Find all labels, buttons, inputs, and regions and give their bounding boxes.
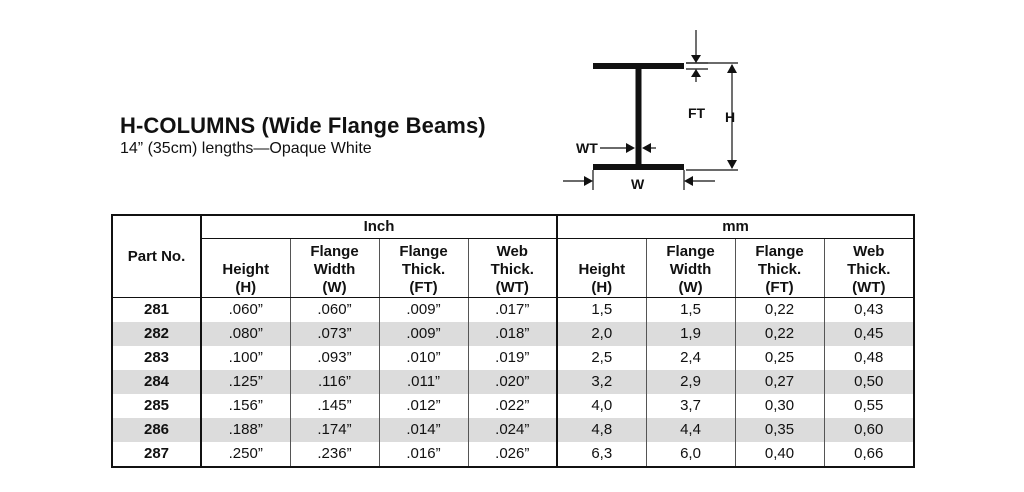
column-header-line: (FT) [409,279,438,296]
wt-label: WT [576,140,598,156]
mm-value-cell: 4,4 [646,418,735,442]
h-label: H [725,109,736,125]
mm-value-cell: 1,9 [646,322,735,346]
column-header-line: Width [313,261,356,278]
mm-group-header: mm [557,215,914,239]
inch-value-cell: .093” [290,346,379,370]
mm-value-cell: 0,45 [824,322,914,346]
inch-value-cell: .018” [468,322,557,346]
w-label: W [631,176,645,192]
column-header-line: (WT) [852,279,886,296]
inch-value-cell: .080” [201,322,290,346]
inch-value-cell: .026” [468,442,557,467]
column-header-line: (H) [235,279,257,296]
inch-value-cell: .009” [379,322,468,346]
column-header-line: (W) [322,279,347,296]
inch-value-cell: .024” [468,418,557,442]
inch-value-cell: .012” [379,394,468,418]
mm-value-cell: 1,5 [557,298,646,323]
part-number-cell: 284 [112,370,201,394]
column-header-line: Flange [666,243,715,260]
column-header-mm-3 [824,239,914,298]
column-header-line: Height [222,261,270,278]
mm-value-cell: 0,25 [735,346,824,370]
part-number-cell: 285 [112,394,201,418]
mm-value-cell: 4,8 [557,418,646,442]
top-flange [593,63,684,69]
mm-value-cell: 0,48 [824,346,914,370]
page-subtitle: 14” (35cm) lengths—Opaque White [120,140,372,157]
mm-value-cell: 3,2 [557,370,646,394]
column-header-line: Web [496,243,528,260]
mm-value-cell: 2,5 [557,346,646,370]
inch-value-cell: .010” [379,346,468,370]
column-header-line: Thick. [490,261,534,278]
column-header-line: Thick. [401,261,446,278]
column-header-line: Flange [399,243,448,260]
column-header-line: Width [669,261,712,278]
inch-value-cell: .016” [379,442,468,467]
table-row [112,370,914,394]
mm-value-cell: 0,43 [824,298,914,323]
mm-value-cell: 2,4 [646,346,735,370]
h-column-diagram [560,25,760,205]
inch-value-cell: .011” [379,370,468,394]
inch-value-cell: .073” [290,322,379,346]
mm-value-cell: 2,9 [646,370,735,394]
column-header-line: Height [578,261,626,278]
inch-value-cell: .014” [379,418,468,442]
column-header-line: (FT) [765,279,794,296]
mm-value-cell: 0,40 [735,442,824,467]
inch-value-cell: .145” [290,394,379,418]
part-number-cell: 286 [112,418,201,442]
column-header-mm-0 [557,239,646,298]
ft-label: FT [688,105,706,121]
table-row [112,442,914,467]
inch-value-cell: .060” [290,298,379,323]
mm-value-cell: 2,0 [557,322,646,346]
column-header-line: Flange [310,243,359,260]
column-header-line: Flange [755,243,804,260]
mm-value-cell: 0,66 [824,442,914,467]
mm-value-cell: 0,22 [735,298,824,323]
inch-value-cell: .060” [201,298,290,323]
inch-value-cell: .020” [468,370,557,394]
column-header-mm-2 [735,239,824,298]
part-number-cell: 282 [112,322,201,346]
inch-value-cell: .236” [290,442,379,467]
table-row [112,418,914,442]
inch-value-cell: .156” [201,394,290,418]
column-header-inch-1 [290,239,379,298]
inch-value-cell: .174” [290,418,379,442]
column-header-mm-1 [646,239,735,298]
mm-value-cell: 4,0 [557,394,646,418]
inch-value-cell: .250” [201,442,290,467]
inch-value-cell: .188” [201,418,290,442]
column-header-line: (W) [678,279,703,296]
part-number-cell: 287 [112,442,201,467]
web [636,69,642,164]
specs-table [111,214,915,468]
column-header-line: Thick. [757,261,802,278]
inch-group-header: Inch [201,215,557,239]
mm-value-cell: 0,27 [735,370,824,394]
part-no-header: Part No. [112,215,201,298]
page-title: H-COLUMNS (Wide Flange Beams) [120,113,486,138]
inch-value-cell: .019” [468,346,557,370]
mm-value-cell: 0,55 [824,394,914,418]
mm-value-cell: 0,50 [824,370,914,394]
column-header-line: Web [853,243,885,260]
mm-value-cell: 0,22 [735,322,824,346]
mm-value-cell: 0,60 [824,418,914,442]
inch-value-cell: .100” [201,346,290,370]
column-header-line: (WT) [495,279,529,296]
column-header-inch-3 [468,239,557,298]
mm-value-cell: 0,35 [735,418,824,442]
table-row [112,394,914,418]
inch-value-cell: .022” [468,394,557,418]
inch-value-cell: .009” [379,298,468,323]
column-header-line: Thick. [847,261,891,278]
table-row [112,298,914,323]
table-row [112,346,914,370]
part-number-cell: 281 [112,298,201,323]
inch-value-cell: .017” [468,298,557,323]
mm-value-cell: 0,30 [735,394,824,418]
part-number-cell: 283 [112,346,201,370]
column-header-inch-2 [379,239,468,298]
mm-value-cell: 3,7 [646,394,735,418]
inch-value-cell: .116” [290,370,379,394]
mm-value-cell: 6,3 [557,442,646,467]
inch-value-cell: .125” [201,370,290,394]
column-header-line: (H) [591,279,613,296]
table-row [112,322,914,346]
mm-value-cell: 1,5 [646,298,735,323]
column-header-inch-0 [201,239,290,298]
bottom-flange [593,164,684,170]
mm-value-cell: 6,0 [646,442,735,467]
